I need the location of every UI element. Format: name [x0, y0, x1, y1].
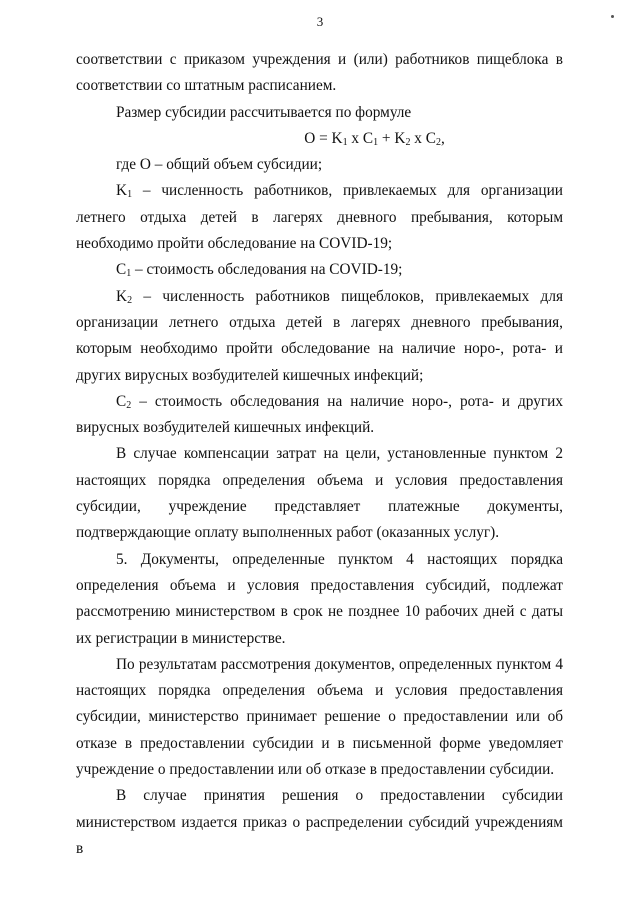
paragraph-k2: $K_2$ – численность работников пищеблоков, привлекаемых для организации летнего отдыха детей в лагерях дневного пребывания, которым необходимо пройти обследование на наличие норо-, рота- и других вирусных возбудителей кишечных инфекций; — [76, 287, 563, 384]
paragraph-c2: $С_2$ – стоимость обследования на наличие норо-, рота- и других вирусных возбудителей кишечных инфекций. — [76, 392, 563, 437]
paragraph-c1: $С_1$ – стоимость обследования на COVID-19; — [116, 261, 403, 280]
paragraph-formula-intro: Размер субсидии рассчитывается по формуле — [116, 103, 412, 121]
paragraph-compensation: В случае компенсации затрат на цели, установленные пунктом 2 настоящих порядка определения объема и условия предоставления субсидии, учреждение представляет платежные документы, подтверждающие оплату выполненных работ (оказанных услуг). — [76, 445, 563, 542]
paragraph-where: где О – общий объем субсидии; — [116, 156, 323, 174]
paragraph-decision: В случае принятия решения о предоставлении субсидии министерством издается приказ о распределении субсидий учреждениям в — [76, 787, 563, 857]
paragraph-k1: $K_1$ – численность работников, привлекаемых для организации летнего отдыха детей в лагерях дневного пребывания, которым необходимо пройти обследование на COVID-19; — [76, 182, 563, 253]
paragraph-5-documents: 5. Документы, определенные пунктом 4 настоящих порядка определения объема и условия предоставления субсидий, подлежат рассмотрению министерством в срок не позднее 10 рабочих дней с даты их регистрации в министерстве. — [76, 550, 563, 647]
scan-dot — [611, 15, 614, 18]
page-number: 3 — [316, 14, 324, 29]
document-body — [76, 47, 563, 862]
paragraph-review-results: По результатам рассмотрения документов, определенных пунктом 4 настоящих порядка определения объема и условия предоставления субсидии, министерство принимает решение о предоставлении или об отказе в предоставлении субсидии и в письменной форме уведомляет учреждение о предоставлении или об отказе в предоставлении субсидии. — [76, 655, 563, 779]
paragraph-1: соответствии с приказом учреждения и (или) работников пищеблока в соответствии со штатным расписанием. — [76, 51, 563, 95]
formula: $О = K_1$ х $С_1 + K_2$ х $С_2$, — [304, 129, 445, 148]
